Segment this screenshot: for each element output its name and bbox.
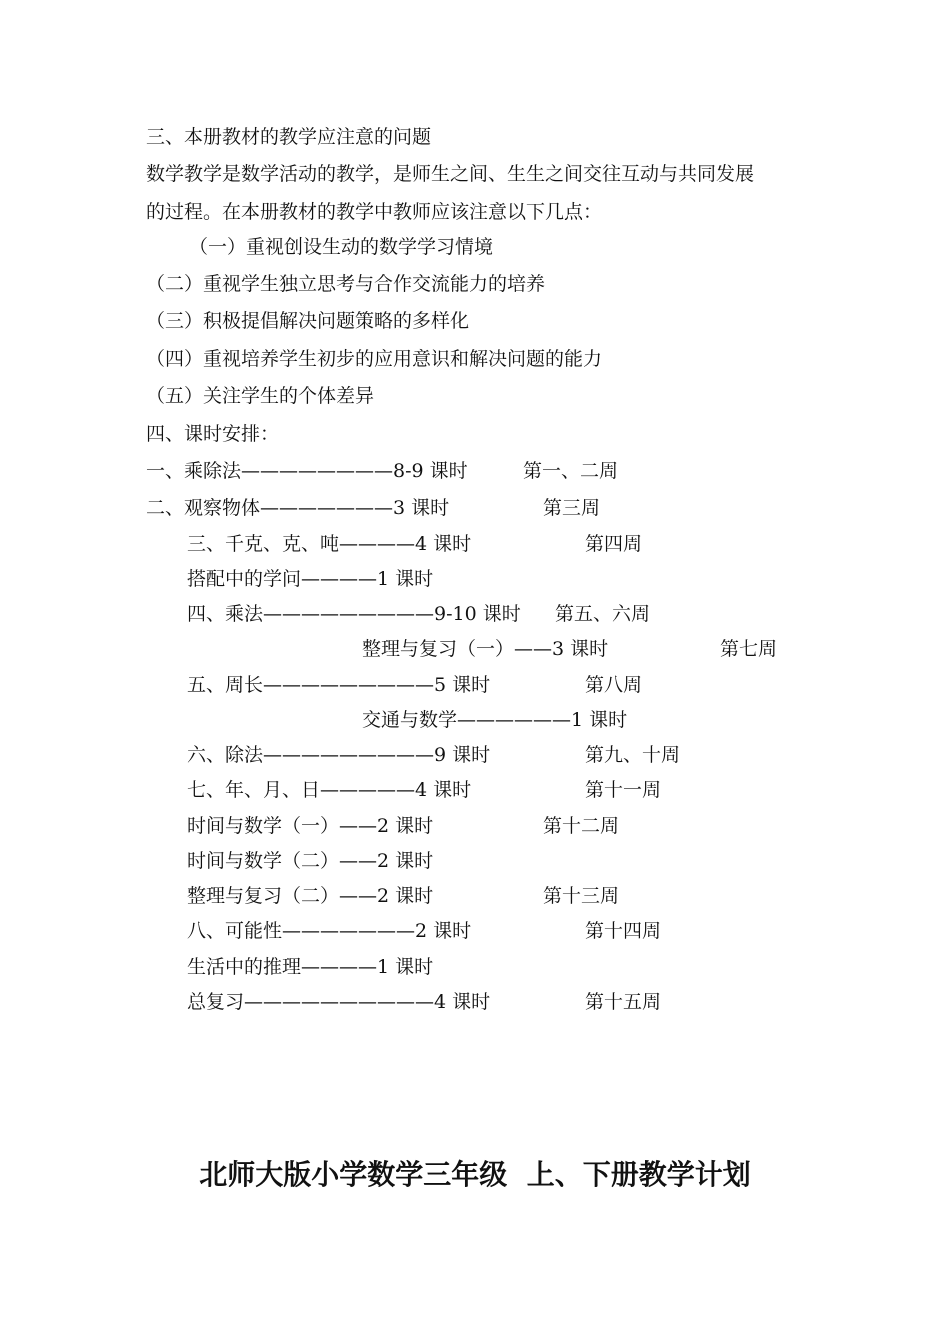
- schedule-week: 第十五周: [585, 991, 662, 1013]
- schedule-item: 整理与复习（一）——3 课时: [362, 638, 609, 660]
- schedule-item: 搭配中的学问————1 课时: [187, 568, 434, 590]
- schedule-week: 第三周: [543, 497, 601, 519]
- schedule-item: 总复习——————————4 课时: [187, 991, 491, 1013]
- schedule-week: 第八周: [585, 674, 643, 696]
- schedule-week: 第九、十周: [585, 744, 681, 766]
- point-2: （二）重视学生独立思考与合作交流能力的培养: [146, 273, 546, 295]
- schedule-item: 七、年、月、日—————4 课时: [187, 779, 472, 801]
- point-1: （一）重视创设生动的数学学习情境: [189, 236, 494, 258]
- schedule-item: 八、可能性———————2 课时: [187, 920, 472, 942]
- schedule-item: 六、除法—————————9 课时: [187, 744, 491, 766]
- schedule-week: 第十四周: [585, 920, 662, 942]
- schedule-item: 二、观察物体———————3 课时: [146, 497, 450, 519]
- schedule-item: 时间与数学（一）——2 课时: [187, 815, 434, 837]
- schedule-week: 第一、二周: [523, 460, 619, 482]
- point-3: （三）积极提倡解决问题策略的多样化: [146, 310, 470, 332]
- schedule-week: 第十三周: [543, 885, 620, 907]
- schedule-item: 时间与数学（二）——2 课时: [187, 850, 434, 872]
- section4-heading: 四、课时安排：: [146, 423, 280, 445]
- section3-heading: 三、本册教材的教学应注意的问题: [146, 126, 432, 148]
- schedule-week: 第十一周: [585, 779, 662, 801]
- schedule-item: 整理与复习（二）——2 课时: [187, 885, 434, 907]
- schedule-item: 一、乘除法————————8-9 课时: [146, 460, 468, 482]
- point-5: （五）关注学生的个体差异: [146, 385, 375, 407]
- point-4: （四）重视培养学生初步的应用意识和解决问题的能力: [146, 348, 603, 370]
- schedule-week: 第七周: [720, 638, 778, 660]
- schedule-item: 五、周长—————————5 课时: [187, 674, 491, 696]
- schedule-week: 第四周: [585, 533, 643, 555]
- document-title: 北师大版小学数学三年级 上、下册教学计划: [199, 1158, 751, 1191]
- section3-paragraph-line2: 的过程。在本册教材的教学中教师应该注意以下几点：: [146, 201, 603, 223]
- schedule-item: 交通与数学——————1 课时: [362, 709, 628, 731]
- schedule-item: 三、千克、克、吨————4 课时: [187, 533, 472, 555]
- schedule-week: 第五、六周: [555, 603, 651, 625]
- schedule-item: 生活中的推理————1 课时: [187, 956, 434, 978]
- section3-paragraph-line1: 数学教学是数学活动的教学，是师生之间、生生之间交往互动与共同发展: [146, 163, 755, 185]
- schedule-week: 第十二周: [543, 815, 620, 837]
- schedule-item: 四、乘法—————————9-10 课时: [187, 603, 521, 625]
